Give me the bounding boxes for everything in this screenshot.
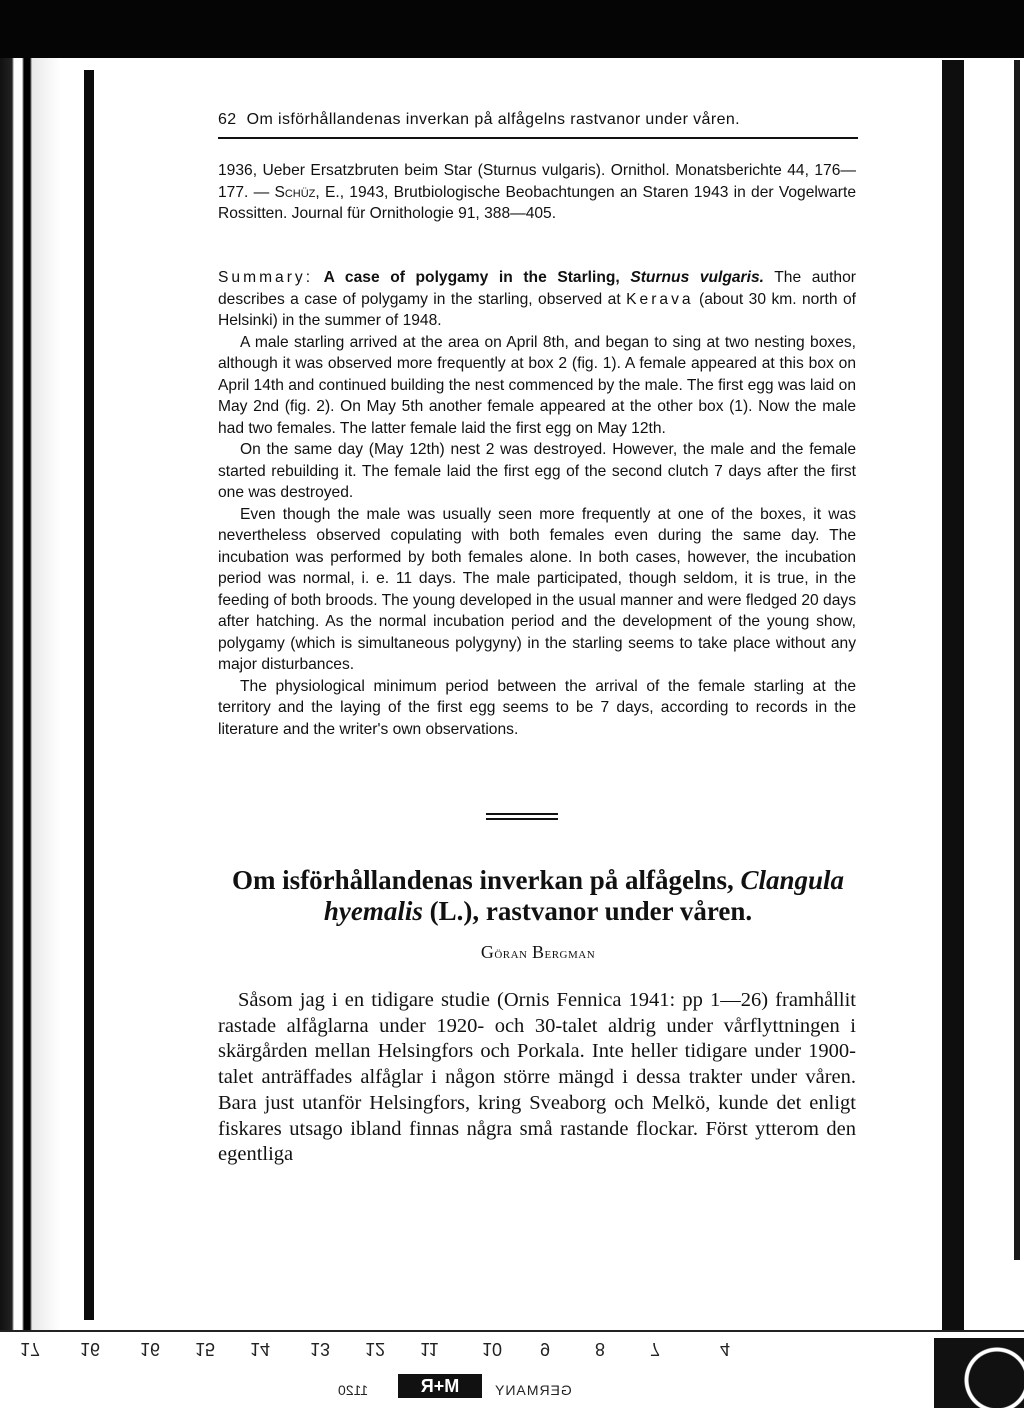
scan-brand-word: GERMANY [494, 1382, 572, 1398]
summary-species: Sturnus vulgaris. [630, 269, 764, 286]
article-author [218, 942, 858, 963]
article-title [218, 865, 858, 927]
reference-text: 1936, Ueber Ersatzbruten beim Star (Sturnus vulgaris). Ornithol. Monatsberichte 44, 176—177. — [218, 162, 856, 201]
author-initial: B [531, 942, 545, 962]
header-rule [218, 137, 858, 139]
scan-shadow-left [84, 70, 94, 1320]
author-name-part: öran [494, 945, 528, 962]
scan-code: 1120 [338, 1382, 369, 1398]
references [218, 160, 856, 225]
ruler-number: 10 [482, 1339, 503, 1359]
author-name-part: ergman [544, 945, 596, 962]
summary-text: (about 30 km. north of Helsinki) in the summer of 1948. [218, 290, 857, 329]
scan-border-left [0, 58, 60, 1348]
ruler-number: 16 [140, 1339, 161, 1359]
author-initial: G [480, 942, 495, 962]
scan-shadow-right [942, 60, 964, 1340]
summary-paragraph: On the same day (May 12th) nest 2 was destroyed. However, the male and the female started rebuilding it. The female laid the first egg of the second clutch 7 days after the first one was destroyed. [218, 441, 856, 501]
summary-paragraph [218, 267, 856, 332]
summary [218, 267, 856, 740]
scan-logo: M+R [398, 1374, 482, 1398]
article-title-genus: Clangula hyemalis [323, 865, 845, 926]
summary-paragraph: The physiological minimum period between the arrival of the female starling at the territory and the laying of the first egg seems to be 7 days, according to records in the literature and the writer's own observations. [218, 677, 856, 738]
divider-line [486, 818, 558, 820]
article-title-text: Om isförhållandenas inverkan på alfågelns, [231, 865, 741, 895]
scan-border-top [0, 0, 1024, 58]
summary-text: The author describes a case of polygamy in the starling, observed at [218, 269, 856, 308]
ruler-number: 8 [595, 1339, 606, 1359]
section-divider [486, 813, 558, 823]
ruler-number: 12 [365, 1339, 386, 1359]
ruler-numbers [20, 1338, 780, 1368]
article-body: Såsom jag i en tidigare studie (Ornis Fennica 1941: pp 1—26) framhållit rastade alfåglarna under 1920- och 30-talet aldrig under vårflyttningen i skärgården mellan Helsingfors och Porkala. Inte heller tidigare under 1900-talet anträffades alfåglar i någon större mängd i dessa trakter under våren. Bara just utanför Helsingfors, kring Sveaborg och Melkö, kunde det enligt fiskares utsago ibland finnas några små rastande flockar. Först ytterom den egentliga [218, 989, 856, 1166]
ruler-number: 17 [20, 1339, 41, 1359]
summary-heading: A case of polygamy in the Starling, [323, 269, 620, 286]
scan-corner-mark [934, 1338, 1024, 1408]
divider-line [486, 813, 558, 815]
page-number: 62 [218, 111, 237, 128]
ruler-number: 9 [540, 1339, 551, 1359]
summary-paragraph: Even though the male was usually seen more frequently at one of the boxes, it was nevertheless observed copulating with both females even during the same day. The incubation was performed by both females alone. In both cases, however, the incubation period was normal, i. e. 11 days. The male participated, though seldom, it is true, in the feeding of both broods. The young developed in the usual manner and were fledged 20 days after hatching. As the normal incubation period and the development of the young show, polygamy (which is simultaneous polygyny) in the starling seems to take place without any major disturbances. [218, 505, 856, 673]
ruler-number: 7 [650, 1339, 661, 1359]
running-head [218, 110, 856, 130]
reference-text: , E., 1943, Brutbiologische Beobachtungen an Staren 1943 in der Vogelwarte Rossitten. Journal für Ornithologie 91, 388—405. [218, 183, 857, 222]
ruler-number: 4 [720, 1339, 731, 1359]
summary-label: Summary: [218, 269, 314, 286]
ruler-number: 15 [195, 1339, 216, 1359]
summary-place: Kerava [626, 290, 694, 308]
scan-edge-right [1014, 60, 1020, 1260]
reference-author: Schüz [274, 183, 316, 201]
ruler-number: 16 [80, 1339, 101, 1359]
ruler-number: 11 [420, 1339, 439, 1359]
article-title-text: (L.), rastvanor under våren. [422, 896, 753, 926]
summary-paragraph: A male starling arrived at the area on April 8th, and began to sing at two nesting boxes, although it was observed more frequently at box 2 (fig. 1). A female appeared at this box on April 14th and continued building the nest commenced by the male. The first egg was laid on May 2nd (fig. 2). On May 5th another female appeared at the other box (1). Now the male had two females. The latter female laid the first egg on May 12th. [218, 333, 856, 437]
ruler-number: 14 [250, 1339, 271, 1359]
ruler-number: 13 [310, 1339, 331, 1359]
running-head-title: Om isförhållandenas inverkan på alfågelns rastvanor under våren. [246, 111, 741, 128]
